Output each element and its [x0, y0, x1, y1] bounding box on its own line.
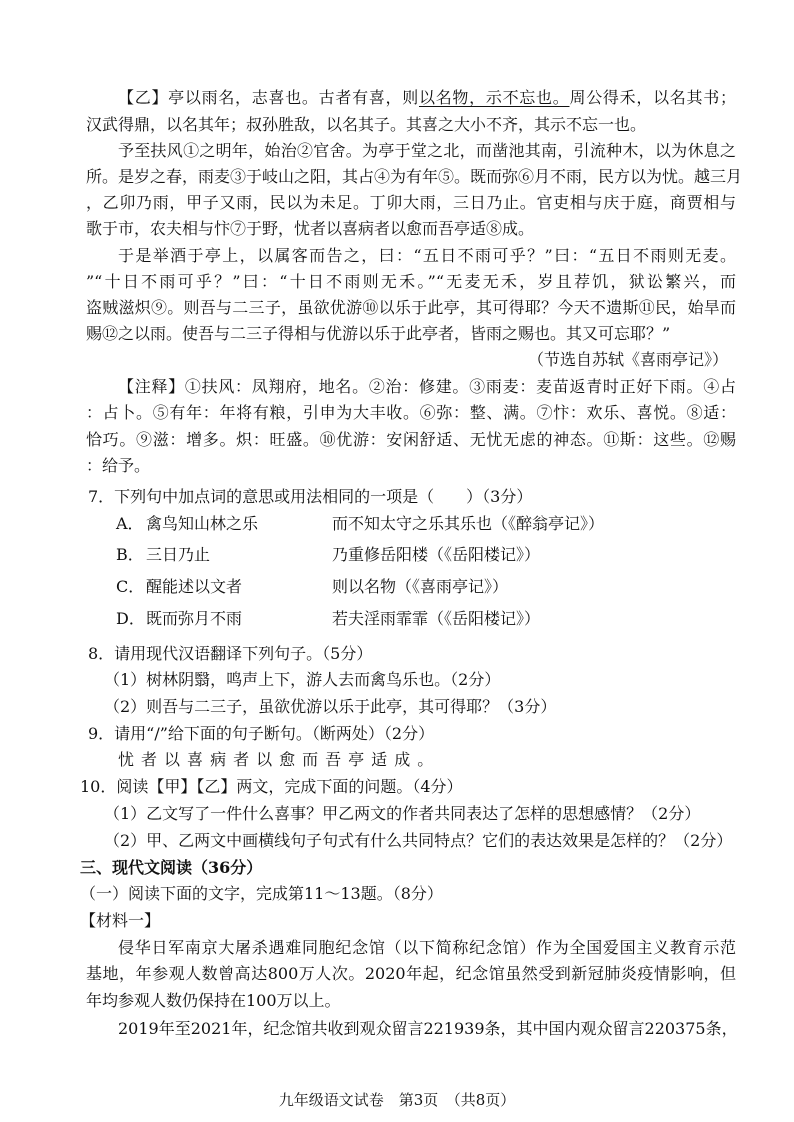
char: 忧: [118, 750, 135, 769]
q7-option-b-letter: B．: [116, 545, 144, 564]
question-8-stem: 8．请用现代汉语翻译下列句子。（5分）: [88, 644, 373, 663]
char: 者: [141, 750, 158, 769]
char: 愈: [279, 750, 296, 769]
question-9-sentence: [118, 750, 768, 770]
char: 以: [256, 750, 273, 769]
passage-yi-p2-line: 所。是岁之春，雨麦③于岐山之阳，其占④为有年⑤。既而弥⑥月不雨，民方以为忧。越三月: [86, 167, 743, 186]
q7-option-a-right: 而不知太守之乐其乐也（《醉翁亭记》）: [332, 514, 605, 533]
question-10-item: （2）甲、乙两文中画横线句子句式有什么共同特点？它们的表达效果是怎样的？（2分）: [104, 831, 733, 850]
q7-option-c-letter: C．: [116, 577, 145, 596]
underlined-sentence: 以名物，示不忘也。: [418, 88, 570, 107]
passage-source: （节选自苏轼《喜雨亭记》）: [527, 350, 728, 369]
q7-option-b-right: 乃重修岳阳楼（《岳阳楼记》）: [332, 545, 541, 564]
passage-yi-p2-line: 歌于市，农夫相与忭⑦于野，忧者以喜病者以愈而吾亭适⑧成。: [86, 219, 535, 238]
char: 病: [210, 750, 227, 769]
q7-option-c-left: 醒能述以文者: [146, 577, 243, 596]
q7-option-d-left: 既而弥月不雨: [146, 609, 243, 628]
passage-yi-line-1: 【乙】亭以雨名，志喜也。古者有喜，则以名物，示不忘也。周公得禾，以名其书；: [118, 88, 736, 107]
section-3-part-1: （一）阅读下面的文字，完成第11～13题。（8分）: [80, 884, 443, 903]
passage-yi-p3-line: 盗贼滋炽⑨。则吾与二三子，虽欲优游⑩以乐于此亭，其可得耶？今天不遗斯⑪民，始旱而: [86, 298, 736, 317]
notes-line: 【注释】①扶风：凤翔府，地名。②治：修建。③雨麦：麦苗返青时正好下雨。④占: [118, 377, 736, 396]
material-1-label: 【材料一】: [80, 911, 161, 930]
question-8-item: （1）树林阴翳，鸣声上下，游人去而禽鸟乐也。（2分）: [104, 670, 501, 689]
question-10-item: （1）乙文写了一件什么喜事？甲乙两文的作者共同表达了怎样的思想感情？（2分）: [104, 804, 701, 823]
char: 。: [417, 750, 434, 769]
material-1-line: 基地，年参观人数曾高达800万人次。2020年起，纪念馆虽然受到新冠肺炎疫情影响，但: [86, 964, 736, 983]
char: 以: [164, 750, 181, 769]
q7-option-a-letter: A．: [116, 514, 144, 533]
char: 亭: [348, 750, 365, 769]
question-8-item: （2）则吾与二三子，虽欲优游以乐于此亭，其可得耶？（3分）: [104, 697, 557, 716]
material-1-line: 侵华日军南京大屠杀遇难同胞纪念馆（以下简称纪念馆）作为全国爱国主义教育示范: [118, 938, 736, 957]
char: 喜: [187, 750, 204, 769]
passage-yi-p3-line: 于是举酒于亭上，以属客而告之，曰：“五日不雨可乎？”曰：“五日不雨则无麦。: [118, 246, 736, 265]
question-7-stem: 7．下列句中加点词的意思或用法相同的一项是（ ）（3分）: [88, 487, 533, 506]
q7-option-d-right: 若夫淫雨霏霏（《岳阳楼记》）: [332, 609, 541, 628]
passage-yi-p3-line: 赐⑫之以雨。使吾与二三子得相与优游以乐于此亭者，皆雨之赐也。其又可忘耶？”: [86, 324, 671, 343]
char: 适: [371, 750, 388, 769]
question-9-stem: 9．请用“/”给下面的句子断句。（断两处）（2分）: [88, 724, 435, 743]
q7-option-c-right: 则以名物（《喜雨亭记》）: [332, 577, 509, 596]
page-footer: 九年级语文试卷 第3页 （共8页）: [278, 1091, 516, 1109]
passage-yi-p2-line: 予至扶风①之明年，始治②官舍。为亭于堂之北，而凿池其南，引流种木，以为休息之: [118, 141, 736, 160]
char: 者: [233, 750, 250, 769]
passage-yi-p2-line: ，乙卯乃雨，甲子又雨，民以为未足。丁卯大雨，三日乃止。官吏相与庆于庭，商贾相与: [86, 193, 736, 212]
char: 而: [302, 750, 319, 769]
material-1-line: 2019年至2021年，纪念馆共收到观众留言221939条，其中国内观众留言220375条，: [118, 1019, 738, 1038]
notes-line: ：给予。: [86, 456, 151, 475]
section-3-title: 三、现代文阅读（36分）: [80, 858, 263, 877]
char: 成: [394, 750, 411, 769]
q7-option-a-left: 禽鸟知山林之乐: [146, 514, 259, 533]
notes-line: 恰巧。⑨滋：增多。炽：旺盛。⑩优游：安闲舒适、无忧无虑的神态。⑪斯：这些。⑫赐: [86, 430, 736, 449]
q7-option-d-letter: D．: [116, 609, 145, 628]
material-1-line: 年均参观人数仍保持在100万以上。: [86, 991, 341, 1010]
passage-yi-line-2: 汉武得鼎，以名其年；叔孙胜敌，以名其子。其喜之大小不齐，其示不忘一也。: [86, 115, 647, 134]
passage-yi-p3-line: ”“十日不雨可乎？”曰：“十日不雨则无禾。”“无麦无禾，岁且荐饥，狱讼繁兴，而: [86, 272, 736, 291]
notes-line: ：占卜。⑤有年：年将有粮，引申为大丰收。⑥弥：整、满。⑦忭：欢乐、喜悦。⑧适：: [86, 403, 736, 422]
question-10-stem: 10．阅读【甲】【乙】两文，完成下面的问题。（4分）: [80, 777, 463, 796]
char: 吾: [325, 750, 342, 769]
q7-option-b-left: 三日乃止: [146, 545, 211, 564]
